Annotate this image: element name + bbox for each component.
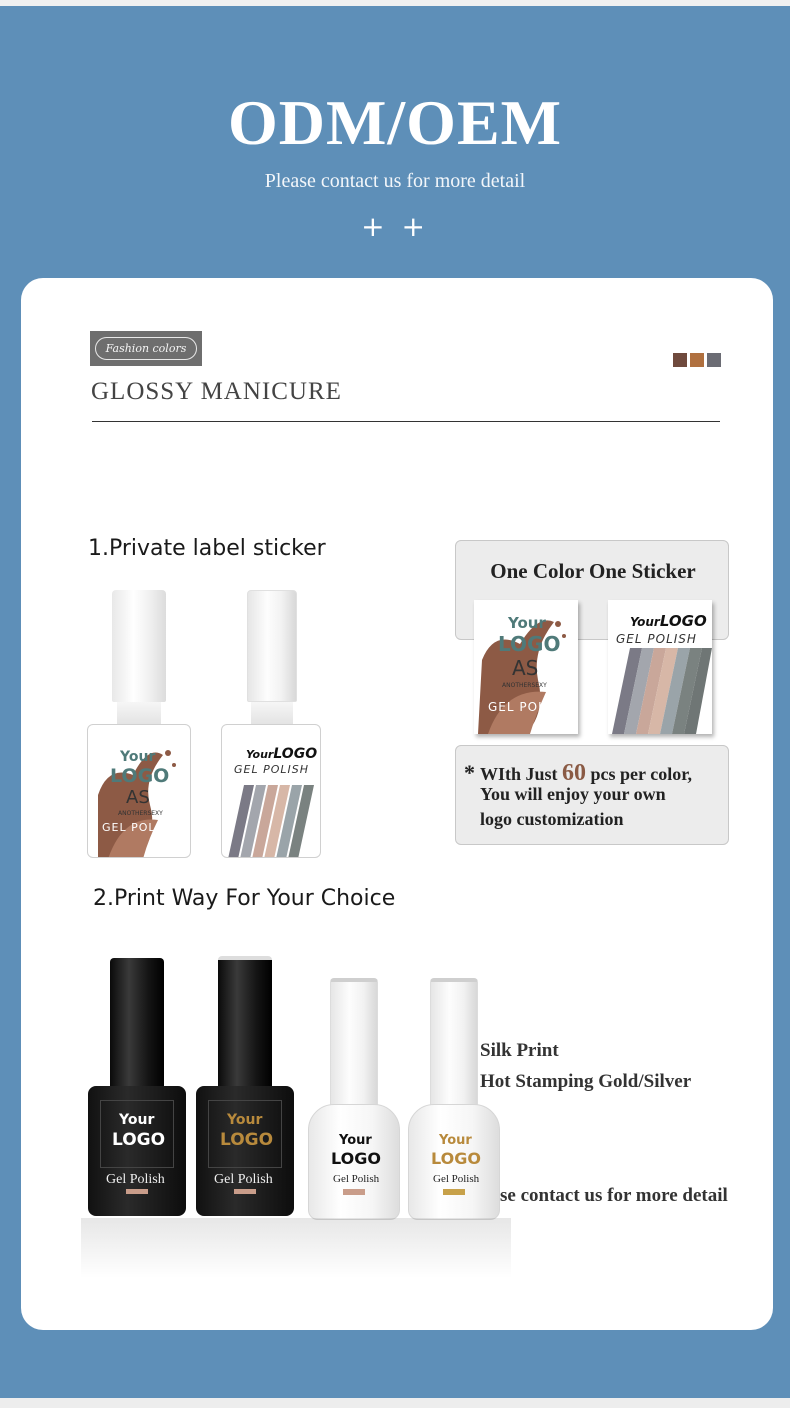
bottle-logo-text: LOGO <box>112 1130 166 1150</box>
bottle-cap <box>218 956 272 1088</box>
bottle-body <box>308 1104 400 1220</box>
print-option-silk: Silk Print <box>480 1040 559 1061</box>
bottle-cap <box>112 590 166 702</box>
bottle-logo-text: LOGO <box>273 746 318 762</box>
hero-subtitle: Please contact us for more detail <box>264 170 526 192</box>
customization-note-panel <box>455 745 729 845</box>
hero-plus-decoration: + + <box>361 210 429 243</box>
hero-title: ODM/OEM <box>227 87 563 158</box>
bottle-body <box>408 1104 500 1220</box>
bottle-brand-initials: AS <box>126 787 150 808</box>
bottle-body <box>87 724 191 858</box>
bottle-neck <box>117 702 161 726</box>
bottle-logo-text: LOGO <box>110 765 170 787</box>
note-line-1-suffix: pcs per color, <box>590 764 693 784</box>
fashion-colors-tag-label: Fashion colors <box>95 337 197 360</box>
bottle-cap <box>330 978 378 1108</box>
bottle-your-text: Your <box>246 748 274 761</box>
bottle-body <box>221 724 321 858</box>
private-label-heading: 1.Private label sticker <box>88 536 326 561</box>
print-way-heading: 2.Print Way For Your Choice <box>93 886 396 911</box>
bottom-strip <box>0 1398 790 1408</box>
page-background <box>0 6 790 1398</box>
color-chip <box>234 1189 256 1194</box>
print-option-hot-stamping: Hot Stamping Gold/Silver <box>480 1071 692 1092</box>
bottle-your-text: Your <box>120 749 156 765</box>
swatch-orange <box>690 353 704 367</box>
card-brand-name: ANOTHERSEXY <box>502 682 547 689</box>
sticker-panel-title: One Color One Sticker <box>490 559 696 583</box>
swatch-brown <box>673 353 687 367</box>
bottle-product-text: GEL POLISH <box>234 763 310 776</box>
card-your-text: Your <box>630 615 660 629</box>
bottle-body <box>88 1086 186 1216</box>
bottle-your-text: Your <box>227 1112 263 1128</box>
section-divider <box>92 421 720 422</box>
card-brand-initials: AS <box>512 656 539 680</box>
fashion-colors-tag <box>90 331 202 366</box>
color-chip <box>443 1189 465 1195</box>
bottle-your-text: Your <box>339 1133 372 1148</box>
note-quantity: 60 <box>562 760 587 786</box>
note-line-2: You will enjoy your own <box>480 784 666 804</box>
color-swatches <box>673 353 721 367</box>
note-line-1-prefix: WIth Just <box>480 764 558 784</box>
bottle-neck <box>251 702 293 726</box>
note-line-3: logo customization <box>480 809 624 829</box>
sticker-bottle-brown <box>87 590 191 870</box>
bottle-logo-text: LOGO <box>220 1130 274 1150</box>
card-your-text: Your <box>508 614 546 632</box>
sticker-card-stripes <box>608 600 712 734</box>
card-logo-text: LOGO <box>659 612 707 630</box>
content-card <box>21 278 773 1330</box>
bottle-logo-text: LOGO <box>331 1149 381 1168</box>
bottle-body <box>196 1086 294 1216</box>
sticker-bottle-stripes <box>221 590 321 870</box>
bottle-your-text: Your <box>119 1112 155 1128</box>
sticker-card-brown <box>474 600 578 734</box>
bottle-product-text: Gel Polish <box>433 1173 480 1185</box>
card-logo-text: LOGO <box>498 632 561 656</box>
bottle-brand-name: ANOTHERSEXY <box>118 810 163 817</box>
bottle-product-text: GEL POLISH <box>102 821 178 834</box>
bottle-cap <box>110 958 164 1088</box>
bottle-logo-text: LOGO <box>431 1149 481 1168</box>
swatch-grey <box>707 353 721 367</box>
color-chip <box>343 1189 365 1195</box>
bottle-product-text: Gel Polish <box>214 1172 273 1187</box>
bottle-reflection <box>81 1218 511 1278</box>
bottle-product-text: Gel Polish <box>106 1172 165 1187</box>
color-chip <box>126 1189 148 1194</box>
card-product-text: GEL POLISH <box>616 632 697 646</box>
card-your-logo <box>630 612 707 631</box>
card-product-text: GEL POLISH <box>488 700 569 714</box>
section-title: GLOSSY MANICURE <box>91 378 342 405</box>
bottle-cap <box>430 978 478 1108</box>
bottle-your-text: Your <box>439 1133 472 1148</box>
bottle-cap <box>247 590 297 702</box>
bottle-product-text: Gel Polish <box>333 1173 380 1185</box>
print-contact-text: se contact us for more detail <box>500 1185 728 1206</box>
note-line-1 <box>480 760 692 787</box>
note-asterisk: * <box>464 760 475 785</box>
bottle-your-logo <box>246 745 317 763</box>
